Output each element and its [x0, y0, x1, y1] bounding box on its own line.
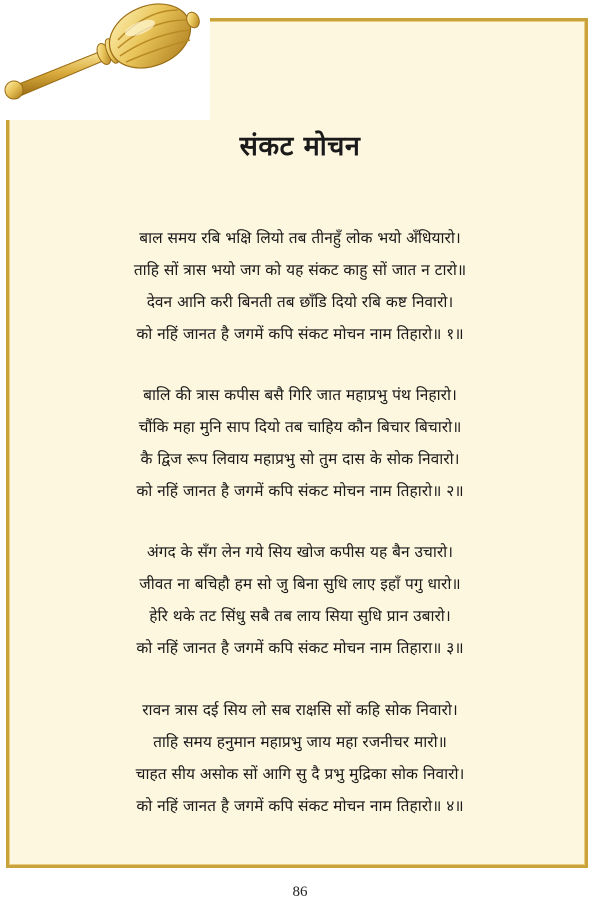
verse-line: चौंकि महा मुनि साप दियो तब चाहिय कौन बिचार बिचारो॥ [138, 418, 462, 436]
verse-line: देवन आनि करी बिनती तब छाँडि दियो रबि कष्ट निवारो। [146, 293, 454, 311]
page-title: संकट मोचन [239, 131, 361, 162]
verse-line: को नहिं जानत है जगमें कपि संकट मोचन नाम तिहारा॥ ३॥ [136, 639, 464, 657]
verse-line: बाल समय रबि भक्षि लियो तब तीनहुँ लोक भयो अँधियारो। [139, 229, 461, 247]
verse-3 [0, 536, 600, 664]
verse-2 [0, 379, 600, 507]
verse-line: रावन त्रास दई सिय लो सब राक्षसि सों कहि सोक निवारो। [142, 701, 458, 719]
verse-line: हेरि थके तट सिंधु सबै तब लाय सिया सुधि प्रान उबारो। [149, 607, 451, 625]
verse-line: को नहिं जानत है जगमें कपि संकट मोचन नाम तिहारो॥ २॥ [136, 482, 464, 500]
page-number: 86 [292, 884, 308, 900]
verse-1 [0, 222, 600, 350]
verse-line: को नहिं जानत है जगमें कपि संकट मोचन नाम तिहारो॥ ४॥ [136, 797, 464, 815]
verse-4 [0, 694, 600, 822]
verse-line: कै द्विज रूप लिवाय महाप्रभु सो तुम दास के सोक निवारो। [140, 450, 460, 468]
gada-mace-icon [0, 0, 210, 110]
verse-line: बालि की त्रास कपीस बसै गिरि जात महाप्रभु पंथ निहारो। [143, 386, 457, 404]
verse-line: जीवत ना बचिहौ हम सो जु बिना सुधि लाए इहाँ पगु धारो॥ [139, 575, 461, 593]
verse-line: ताहि सों त्रास भयो जग को यह संकट काहु सों जात न टारो॥ [133, 261, 467, 279]
verse-line: चाहत सीय असोक सों आगि सु दै प्रभु मुद्रिका सोक निवारो। [135, 765, 465, 783]
verse-line: अंगद के सँग लेन गये सिय खोज कपीस यह बैन उचारो। [146, 543, 454, 561]
verse-line: ताहि समय हनुमान महाप्रभु जाय महा रजनीचर मारो॥ [153, 733, 447, 751]
verse-line: को नहिं जानत है जगमें कपि संकट मोचन नाम तिहारो॥ १॥ [136, 325, 464, 343]
